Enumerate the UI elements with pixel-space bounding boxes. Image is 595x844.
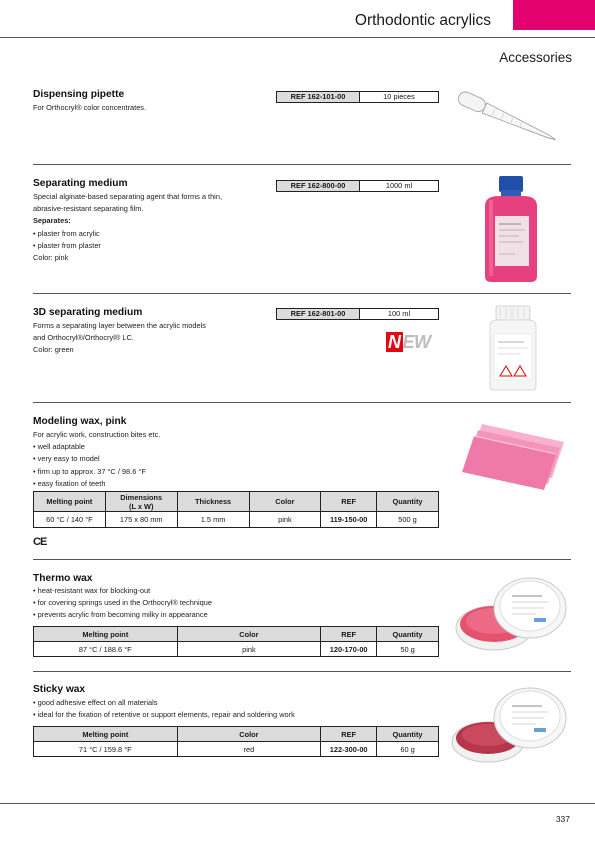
desc-line: • very easy to model xyxy=(33,454,100,464)
table-header-row xyxy=(34,492,439,512)
table-cell: pink xyxy=(249,512,321,528)
col-header: REF xyxy=(321,627,377,642)
table-cell: 175 x 80 mm xyxy=(105,512,177,528)
table-cell: 60 °C / 140 °F xyxy=(34,512,106,528)
col-header: Quantity xyxy=(377,727,439,742)
product-title-modeling: Modeling wax, pink xyxy=(33,416,127,427)
table-cell: 87 °C / 188.6 °F xyxy=(34,642,178,657)
col-header: Quantity xyxy=(377,627,439,642)
table-cell: 50 g xyxy=(377,642,439,657)
desc-line: For acrylic work, construction bites etc. xyxy=(33,430,161,439)
table-cell: 122-300-00 xyxy=(321,742,377,757)
desc-line: • well adaptable xyxy=(33,442,85,452)
divider xyxy=(33,164,571,165)
desc-line: • good adhesive effect on all materials xyxy=(33,698,158,707)
ref-box-separating3d xyxy=(276,308,439,320)
ref-qty: 10 pieces xyxy=(383,92,415,101)
table-cell: red xyxy=(177,742,321,757)
ref-box-pipette xyxy=(276,91,439,103)
product-title-sticky: Sticky wax xyxy=(33,684,86,695)
desc-line: For Orthocryl® color concentrates. xyxy=(33,103,147,112)
ref-qty: 1000 ml xyxy=(385,181,413,190)
spec-table-thermo xyxy=(33,626,439,657)
page-title: Orthodontic acrylics xyxy=(354,12,491,29)
desc-line: Color: green xyxy=(33,345,74,355)
product-title-separating: Separating medium xyxy=(33,178,128,189)
product-desc-modeling xyxy=(33,429,160,490)
table-row xyxy=(34,642,439,657)
desc-line: and Orthocryl®/Orthocryl® LC. xyxy=(33,333,134,343)
spec-table-sticky xyxy=(33,726,439,757)
col-header: Melting point xyxy=(34,627,178,642)
table-cell: 60 g xyxy=(377,742,439,757)
ref-code: REF 162-801-00 xyxy=(277,309,360,319)
divider xyxy=(33,293,571,294)
col-header: Thickness xyxy=(177,492,249,512)
ce-mark: CE xyxy=(33,536,47,548)
table-cell: 500 g xyxy=(377,512,439,528)
table-row xyxy=(34,512,439,528)
table-row xyxy=(34,742,439,757)
divider xyxy=(33,402,571,403)
desc-line: abrasive-resistant separating film. xyxy=(33,204,144,214)
desc-line: Forms a separating layer between the acrylic models xyxy=(33,321,206,330)
product-desc-separating3d xyxy=(33,320,206,357)
table-cell: pink xyxy=(177,642,321,657)
col-header: REF xyxy=(321,727,377,742)
spec-table-modeling xyxy=(33,491,439,528)
product-desc-pipette xyxy=(33,102,146,114)
ref-box-separating xyxy=(276,180,439,192)
table-cell: 1.5 mm xyxy=(177,512,249,528)
ref-code: REF 162-101-00 xyxy=(277,92,360,102)
col-header-line: Dimensions xyxy=(120,492,163,502)
product-title-pipette: Dispensing pipette xyxy=(33,89,125,100)
sticky-wax-image xyxy=(448,680,570,770)
thermo-wax-image xyxy=(450,568,570,660)
product-desc-separating xyxy=(33,191,222,264)
new-badge-n: N xyxy=(388,332,401,352)
desc-line: • ideal for the fixation of retentive or support elements, repair and soldering work xyxy=(33,710,295,720)
header-rule xyxy=(0,37,595,38)
desc-line: • plaster from plaster xyxy=(33,240,101,250)
modeling-wax-image xyxy=(458,416,570,498)
col-header: Quantity xyxy=(377,492,439,512)
col-header: Color xyxy=(177,627,321,642)
desc-line: • heat-resistant wax for blocking-out xyxy=(33,586,151,595)
table-cell: 120-170-00 xyxy=(321,642,377,657)
ref-code: REF 162-800-00 xyxy=(277,181,360,191)
product-desc-thermo xyxy=(33,585,212,622)
header-accent-tab xyxy=(513,0,595,30)
divider xyxy=(33,559,571,560)
product-desc-sticky xyxy=(33,697,295,721)
new-badge xyxy=(386,332,431,353)
table-cell: 71 °C / 159.8 °F xyxy=(34,742,178,757)
footer-rule xyxy=(0,803,595,804)
col-header-line: (L x W) xyxy=(128,501,154,511)
ref-qty: 100 ml xyxy=(387,309,411,318)
desc-line: • firm up to approx. 37 °C / 98.6 °F xyxy=(33,466,146,476)
desc-line: • plaster from acrylic xyxy=(33,228,100,238)
new-badge-ew: EW xyxy=(402,332,431,352)
desc-line: • easy fixation of teeth xyxy=(33,478,106,488)
desc-line: Separates: xyxy=(33,216,71,226)
desc-line: • for covering springs used in the Orthocryl® technique xyxy=(33,598,212,608)
divider xyxy=(33,671,571,672)
page-number: 337 xyxy=(555,814,570,824)
desc-line: Color: pink xyxy=(33,253,69,263)
separating3d-bottle-image xyxy=(484,302,542,392)
col-header: Melting point xyxy=(34,492,106,512)
pipette-image xyxy=(452,84,564,154)
table-header-row xyxy=(34,627,439,642)
product-title-separating3d: 3D separating medium xyxy=(33,307,143,318)
section-subtitle: Accessories xyxy=(499,50,572,65)
table-cell: 119-150-00 xyxy=(321,512,377,528)
product-title-thermo: Thermo wax xyxy=(33,573,93,584)
desc-line: Special alginate-based separating agent that forms a thin, xyxy=(33,192,222,201)
col-header: Color xyxy=(177,727,321,742)
col-header: Melting point xyxy=(34,727,178,742)
desc-line: • prevents acrylic from becoming milky in appearance xyxy=(33,610,208,620)
col-header xyxy=(105,492,177,512)
separating-bottle-image xyxy=(475,172,547,284)
col-header: REF xyxy=(321,492,377,512)
col-header: Color xyxy=(249,492,321,512)
table-header-row xyxy=(34,727,439,742)
